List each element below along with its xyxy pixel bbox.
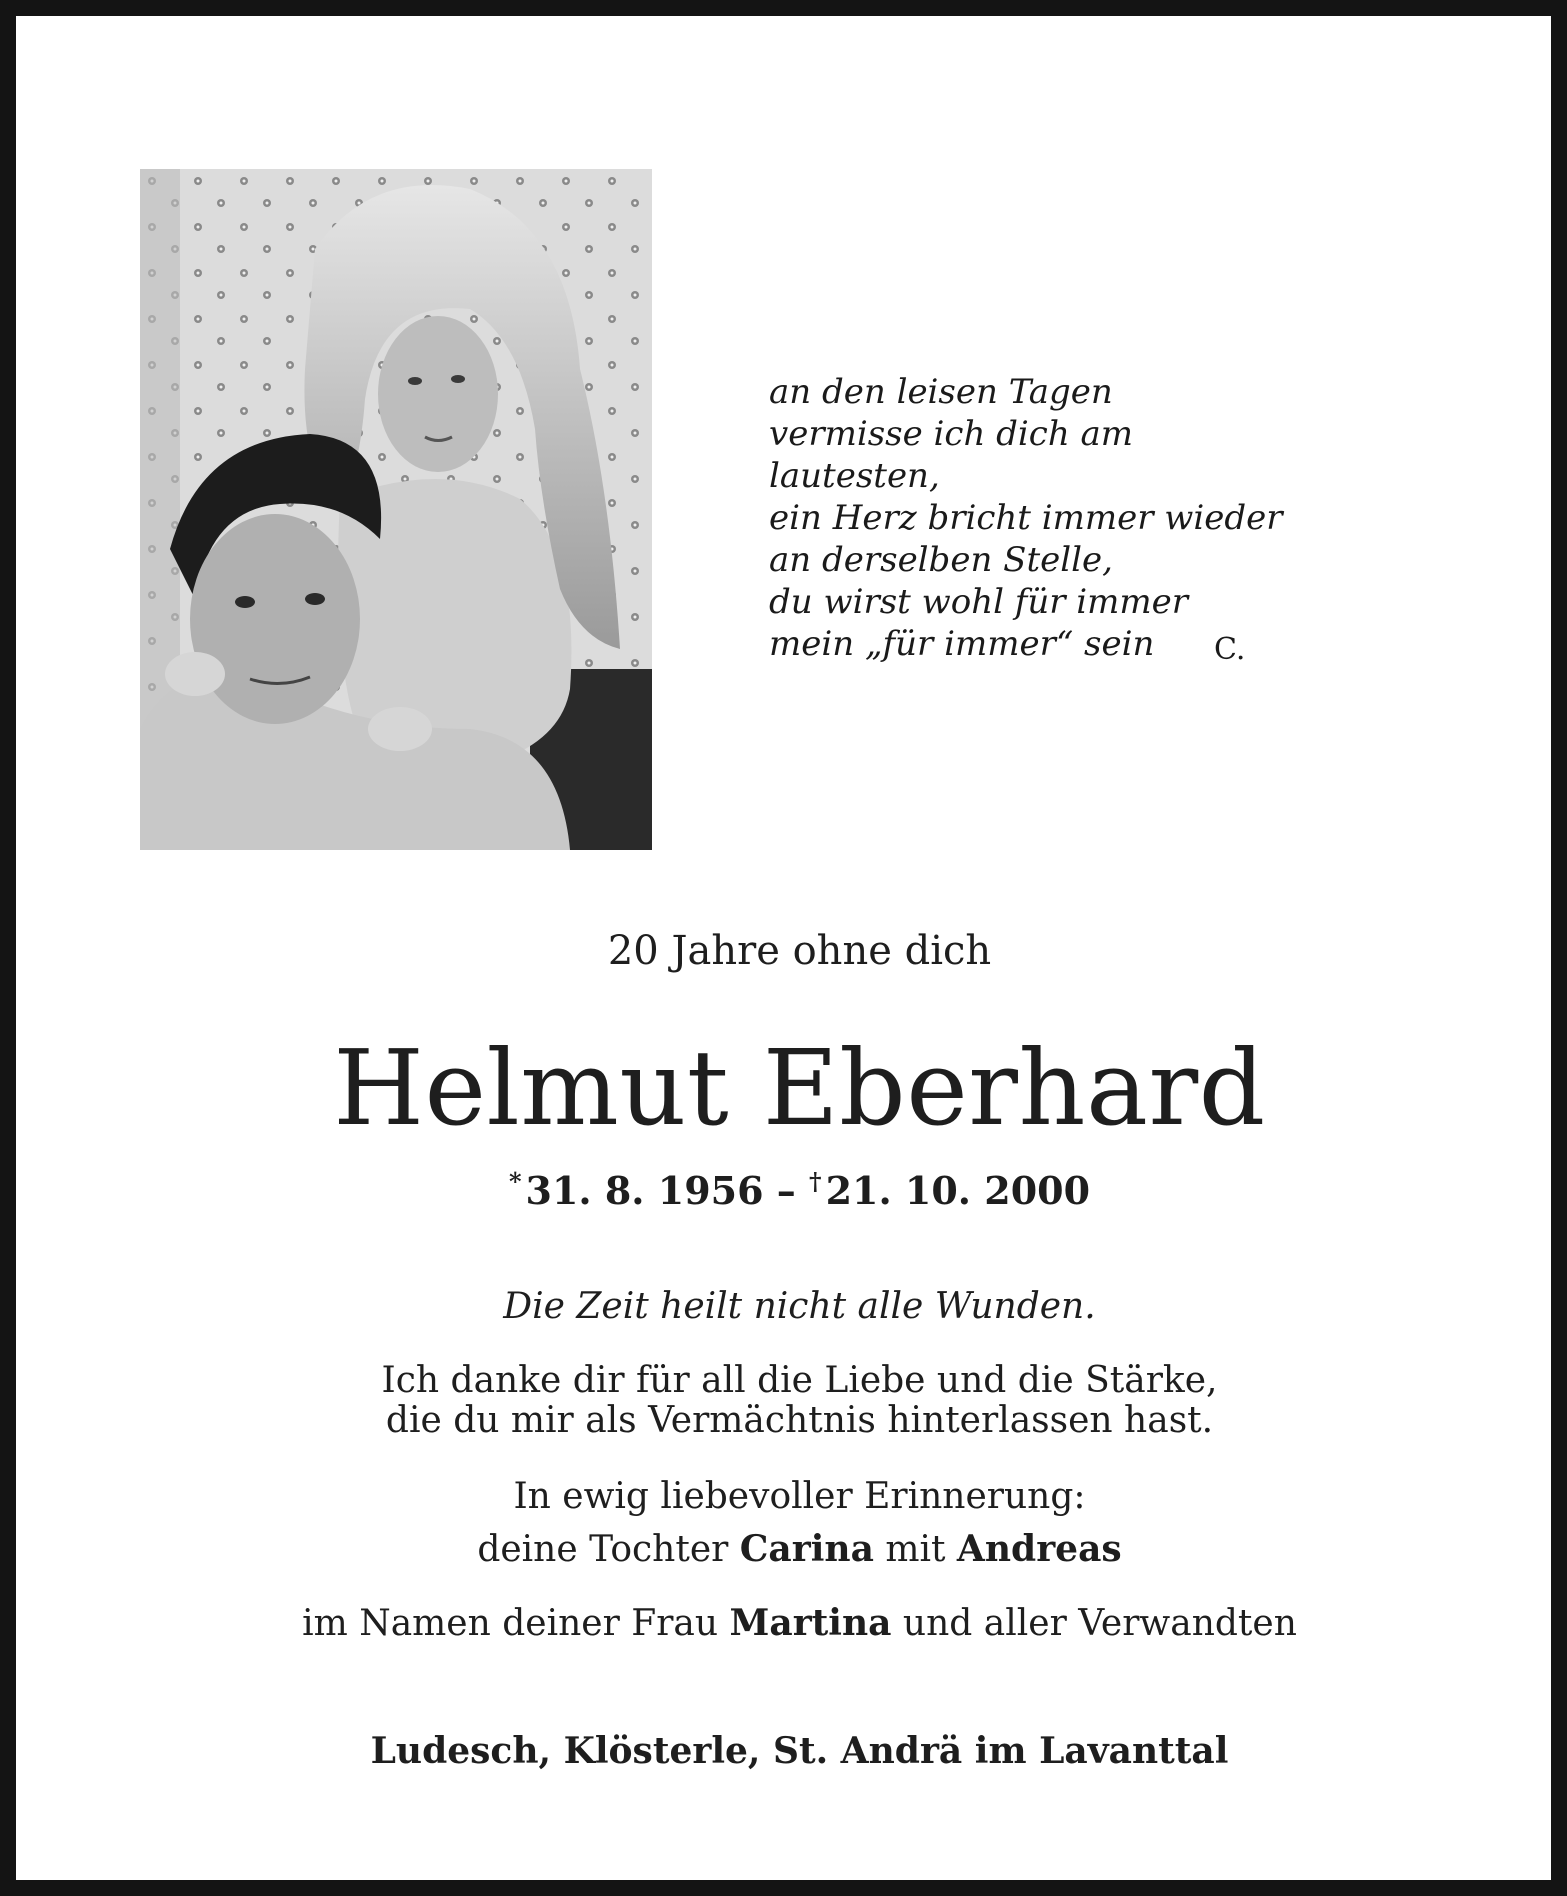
partner-name: Andreas xyxy=(956,1528,1122,1570)
family-prefix: im Namen deiner Frau xyxy=(302,1603,730,1644)
poem-line: mein „für immer“ sein xyxy=(769,624,1155,664)
family-suffix: und aller Verwandten xyxy=(891,1603,1297,1644)
birth-date: 31. 8. 1956 xyxy=(525,1168,764,1213)
daughter-name: Carina xyxy=(739,1528,874,1570)
deceased-name: Helmut Eberhard xyxy=(333,1027,1266,1149)
family-line xyxy=(16,1600,1567,1647)
death-date: 21. 10. 2000 xyxy=(825,1168,1091,1213)
photo-illustration xyxy=(140,169,652,850)
poem-line: an derselben Stelle, xyxy=(769,540,1113,580)
birth-symbol: * xyxy=(508,1167,522,1196)
memory-line: In ewig liebevoller Erinnerung: xyxy=(513,1476,1086,1517)
mourners-mid: mit xyxy=(873,1529,957,1570)
poem-line: ein Herz bricht immer wieder xyxy=(769,498,1283,538)
memorial-photo-father-daughter-icon xyxy=(140,169,652,850)
places: Ludesch, Klösterle, St. Andrä im Lavanttal xyxy=(370,1730,1229,1772)
poem-line: an den leisen Tagen xyxy=(769,372,1113,412)
mourners-prefix: deine Tochter xyxy=(477,1529,740,1570)
death-symbol: † xyxy=(809,1167,822,1196)
mourners-line xyxy=(16,1526,1567,1573)
poem xyxy=(769,371,1289,665)
thanks-line: Ich danke dir für all die Liebe und die Stärke, xyxy=(381,1360,1218,1401)
date-separator: – xyxy=(763,1168,810,1213)
subtitle: 20 Jahre ohne dich xyxy=(607,928,992,974)
quote: Die Zeit heilt nicht alle Wunden. xyxy=(503,1286,1096,1327)
wife-name: Martina xyxy=(729,1602,892,1644)
poem-signature: C. xyxy=(1214,632,1246,667)
poem-line: vermisse ich dich am xyxy=(769,414,1134,454)
poem-line: du wirst wohl für immer xyxy=(769,582,1189,622)
poem-line: lautesten, xyxy=(769,456,940,496)
thanks-line: die du mir als Vermächtnis hinterlassen hast. xyxy=(385,1400,1214,1441)
life-dates xyxy=(16,1158,1567,1215)
